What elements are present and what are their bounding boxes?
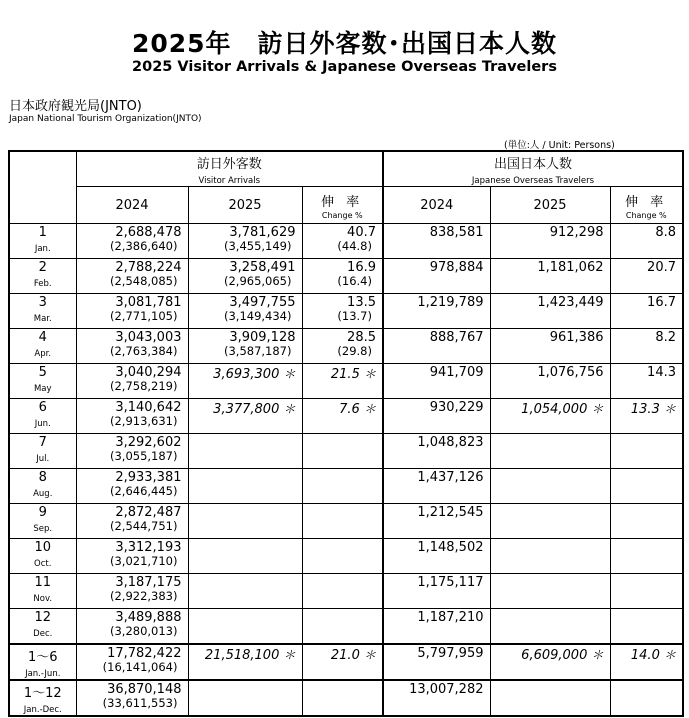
estimate-mark: ＊	[363, 648, 376, 662]
visitor-2025-previous-value: (3,149,434)	[223, 309, 292, 323]
visitor-2024-previous-value: (16,141,064)	[102, 660, 178, 674]
table-row	[9, 574, 683, 609]
overseas-2024-cell	[383, 644, 490, 680]
visitor-2024-cell	[76, 574, 188, 609]
month-label-en: Nov.	[33, 594, 53, 604]
table-row	[9, 364, 683, 399]
overseas-change-cell	[610, 504, 683, 539]
overseas-2024-cell	[383, 680, 490, 716]
visitor-2024-cell	[76, 539, 188, 574]
visitor-header-jp: 訪日外客数	[196, 157, 262, 172]
visitor-2025-value: 3,909,128	[229, 330, 296, 345]
change-label-jp: 伸 率	[625, 194, 668, 210]
visitor-2024-value: 3,043,003	[115, 330, 182, 345]
month-cell	[9, 469, 76, 504]
overseas-2024-cell	[383, 469, 490, 504]
visitor-2024-previous-value: (2,913,631)	[109, 414, 178, 428]
visitor-change-cell	[302, 644, 383, 680]
table-row	[9, 224, 683, 259]
estimate-mark: ＊	[363, 367, 376, 381]
visitor-change-value: 13.5	[347, 295, 376, 310]
visitor-2025-value: 3,693,300 ＊	[213, 367, 296, 382]
overseas-section-header	[383, 151, 683, 187]
overseas-2025-value: 1,076,756	[537, 365, 604, 380]
visitor-2025-value: 3,781,629	[229, 225, 296, 240]
overseas-2024-value: 1,219,789	[417, 295, 484, 310]
estimate-mark: ＊	[283, 367, 296, 381]
overseas-2024-cell	[383, 259, 490, 294]
overseas-change-cell	[610, 680, 683, 716]
table-row	[9, 469, 683, 504]
visitor-2024-cell	[76, 434, 188, 469]
overseas-2025-value: 1,054,000 ＊	[521, 402, 604, 417]
overseas-change-cell	[610, 539, 683, 574]
visitor-2024-value: 2,933,381	[115, 470, 182, 485]
visitor-change-value: 16.9	[347, 260, 376, 275]
visitor-2025-value: 3,497,755	[229, 295, 296, 310]
month-label-en: Jun.	[34, 419, 51, 429]
visitor-2024-cell	[76, 329, 188, 364]
visitor-2024-value: 3,081,781	[115, 295, 182, 310]
visitor-2024-value: 2,688,478	[115, 225, 182, 240]
overseas-change-value: 8.2	[655, 330, 676, 345]
overseas-2024-cell	[383, 539, 490, 574]
corner-cell	[9, 151, 76, 224]
month-label-en: Jan.-Dec.	[23, 705, 62, 715]
visitor-2025-previous-value: (3,455,149)	[223, 239, 292, 253]
overseas-2025-cell	[490, 364, 610, 399]
month-label-en: Apr.	[34, 349, 52, 359]
visitor-change-value: 7.6 ＊	[339, 402, 376, 417]
overseas-change-value: 16.7	[647, 295, 676, 310]
overseas-change-header	[610, 187, 683, 224]
overseas-2024-cell	[383, 434, 490, 469]
organization-name-en: Japan National Tourism Organization(JNTO)	[9, 114, 202, 124]
visitor-change-cell	[302, 504, 383, 539]
visitor-change-cell	[302, 469, 383, 504]
visitor-2024-previous-value: (2,544,751)	[109, 519, 178, 533]
change-label-en: Change %	[625, 210, 667, 220]
overseas-change-cell	[610, 364, 683, 399]
month-label: 1～6	[27, 650, 58, 665]
visitor-2024-value: 3,489,888	[115, 610, 182, 625]
overseas-2024-value: 1,048,823	[417, 435, 484, 450]
visitor-change-value: 21.0 ＊	[330, 648, 376, 663]
visitor-2025-cell	[188, 294, 302, 329]
overseas-2024-cell	[383, 574, 490, 609]
month-label-en: Jul.	[36, 454, 50, 464]
visitor-2025-value: 21,518,100 ＊	[204, 648, 296, 663]
visitor-2024-previous-value: (3,021,710)	[109, 554, 178, 568]
month-label: 11	[34, 575, 52, 590]
overseas-header-en: Japanese Overseas Travelers	[471, 176, 595, 186]
month-cell	[9, 574, 76, 609]
visitor-2024-cell	[76, 224, 188, 259]
visitor-2024-value: 3,187,175	[115, 575, 182, 590]
table-row	[9, 539, 683, 574]
visitor-2024-value: 2,872,487	[115, 505, 182, 520]
overseas-2025-cell	[490, 644, 610, 680]
month-label-en: Aug.	[33, 489, 53, 499]
month-cell	[9, 259, 76, 294]
month-label-en: May	[33, 384, 52, 394]
month-label: 9	[38, 505, 47, 520]
visitor-2024-previous-value: (3,055,187)	[109, 449, 178, 463]
overseas-year-2025: 2025	[490, 187, 610, 224]
month-cell	[9, 609, 76, 645]
visitor-2024-cell	[76, 469, 188, 504]
month-cell	[9, 294, 76, 329]
visitor-2024-value: 17,782,422	[107, 646, 182, 661]
overseas-2024-value: 13,007,282	[409, 682, 484, 697]
overseas-change-cell	[610, 434, 683, 469]
overseas-change-cell	[610, 644, 683, 680]
visitor-change-cell	[302, 539, 383, 574]
overseas-2025-cell	[490, 504, 610, 539]
overseas-2024-value: 930,229	[429, 400, 484, 415]
overseas-change-cell	[610, 224, 683, 259]
overseas-2025-value: 961,386	[549, 330, 604, 345]
visitor-section-header	[76, 151, 383, 187]
visitor-2024-cell	[76, 294, 188, 329]
overseas-2024-value: 1,175,117	[417, 575, 484, 590]
overseas-change-cell	[610, 469, 683, 504]
visitor-change-cell	[302, 680, 383, 716]
overseas-2025-cell	[490, 539, 610, 574]
table-row	[9, 680, 683, 716]
visitor-change-cell	[302, 259, 383, 294]
visitor-change-cell	[302, 224, 383, 259]
table-row	[9, 329, 683, 364]
overseas-2025-cell	[490, 574, 610, 609]
month-label: 1～12	[23, 686, 62, 701]
visitor-2025-cell	[188, 329, 302, 364]
visitor-change-cell	[302, 399, 383, 434]
visitor-2024-previous-value: (2,758,219)	[109, 379, 178, 393]
overseas-2025-cell	[490, 259, 610, 294]
month-label-en: Oct.	[34, 559, 52, 569]
visitor-2025-value: 3,377,800 ＊	[213, 402, 296, 417]
visitor-2024-previous-value: (2,646,445)	[109, 484, 178, 498]
visitor-2024-value: 2,788,224	[115, 260, 182, 275]
visitor-2025-previous-value: (3,587,187)	[223, 344, 292, 358]
page-subtitle: 2025 Visitor Arrivals & Japanese Overseas Travelers	[132, 59, 557, 75]
visitor-2024-cell	[76, 259, 188, 294]
overseas-2025-cell	[490, 294, 610, 329]
visitor-2025-cell	[188, 434, 302, 469]
month-label: 4	[38, 330, 47, 345]
visitor-2025-cell	[188, 224, 302, 259]
month-cell	[9, 329, 76, 364]
overseas-change-cell	[610, 259, 683, 294]
month-cell	[9, 504, 76, 539]
overseas-2024-cell	[383, 224, 490, 259]
visitor-change-cell	[302, 364, 383, 399]
visitor-header-en: Visitor Arrivals	[198, 176, 261, 186]
table-row	[9, 644, 683, 680]
visitor-2024-previous-value: (2,548,085)	[109, 274, 178, 288]
month-label: 3	[38, 295, 47, 310]
table-row	[9, 504, 683, 539]
overseas-2024-value: 5,797,959	[417, 646, 484, 661]
month-label: 2	[38, 260, 47, 275]
change-label-jp: 伸 率	[321, 194, 364, 210]
visitor-change-cell	[302, 329, 383, 364]
month-cell	[9, 680, 76, 716]
estimate-mark: ＊	[591, 402, 604, 416]
visitor-change-cell	[302, 574, 383, 609]
visitor-2025-cell	[188, 399, 302, 434]
overseas-year-2024: 2024	[383, 187, 490, 224]
overseas-2025-cell	[490, 680, 610, 716]
overseas-change-value: 14.3	[647, 365, 676, 380]
statistics-table	[8, 150, 684, 717]
visitor-2025-cell	[188, 680, 302, 716]
visitor-2025-cell	[188, 644, 302, 680]
month-cell	[9, 539, 76, 574]
month-label: 6	[38, 400, 47, 415]
month-label-en: Jan.-Jun.	[25, 669, 61, 679]
overseas-change-cell	[610, 574, 683, 609]
visitor-change-value: 28.5	[347, 330, 376, 345]
visitor-2025-cell	[188, 574, 302, 609]
month-label: 8	[38, 470, 47, 485]
overseas-2024-value: 888,767	[429, 330, 484, 345]
overseas-2024-cell	[383, 364, 490, 399]
overseas-2024-value: 1,212,545	[417, 505, 484, 520]
overseas-2024-value: 1,437,126	[417, 470, 484, 485]
visitor-change-previous-value: (29.8)	[337, 344, 372, 358]
overseas-2024-cell	[383, 504, 490, 539]
overseas-change-value: 20.7	[647, 260, 676, 275]
overseas-2024-value: 838,581	[429, 225, 484, 240]
change-label-en: Change %	[321, 210, 363, 220]
overseas-2025-value: 6,609,000 ＊	[521, 648, 604, 663]
visitor-2024-previous-value: (2,771,105)	[109, 309, 178, 323]
month-label-en: Jan.	[34, 244, 51, 254]
overseas-2024-cell	[383, 329, 490, 364]
page-title: 2025年 訪日外客数･出国日本人数	[131, 29, 558, 58]
month-cell	[9, 224, 76, 259]
month-label: 7	[38, 435, 47, 450]
visitor-2024-previous-value: (2,763,384)	[109, 344, 178, 358]
month-label-en: Feb.	[33, 279, 52, 289]
visitor-change-cell	[302, 609, 383, 645]
overseas-2025-cell	[490, 399, 610, 434]
table-row	[9, 399, 683, 434]
overseas-2024-cell	[383, 294, 490, 329]
visitor-2024-cell	[76, 609, 188, 645]
overseas-2024-value: 1,187,210	[417, 610, 484, 625]
visitor-2024-value: 36,870,148	[107, 682, 182, 697]
visitor-2025-previous-value: (2,965,065)	[223, 274, 292, 288]
overseas-2024-cell	[383, 399, 490, 434]
month-cell	[9, 364, 76, 399]
month-label-en: Sep.	[33, 524, 53, 534]
overseas-change-cell	[610, 609, 683, 645]
table-row	[9, 434, 683, 469]
visitor-2024-cell	[76, 504, 188, 539]
table-row	[9, 294, 683, 329]
estimate-mark: ＊	[283, 402, 296, 416]
overseas-header-jp: 出国日本人数	[493, 157, 572, 172]
month-label: 12	[34, 610, 52, 625]
overseas-2025-cell	[490, 469, 610, 504]
table-row	[9, 609, 683, 645]
overseas-2025-value: 1,181,062	[537, 260, 604, 275]
estimate-mark: ＊	[283, 648, 296, 662]
overseas-2025-cell	[490, 224, 610, 259]
visitor-2024-previous-value: (2,386,640)	[109, 239, 178, 253]
visitor-change-previous-value: (44.8)	[337, 239, 372, 253]
unit-note: (単位:人 / Unit: Persons)	[504, 140, 615, 151]
visitor-2024-value: 3,292,602	[115, 435, 182, 450]
overseas-change-value: 13.3 ＊	[630, 402, 676, 417]
visitor-2024-previous-value: (2,922,383)	[109, 589, 178, 603]
estimate-mark: ＊	[663, 648, 676, 662]
visitor-2024-cell	[76, 680, 188, 716]
overseas-change-cell	[610, 399, 683, 434]
visitor-2025-cell	[188, 259, 302, 294]
table-row	[9, 259, 683, 294]
estimate-mark: ＊	[663, 402, 676, 416]
overseas-2025-cell	[490, 434, 610, 469]
visitor-change-previous-value: (16.4)	[337, 274, 372, 288]
visitor-2025-cell	[188, 469, 302, 504]
visitor-2024-cell	[76, 644, 188, 680]
month-label-en: Dec.	[33, 629, 53, 639]
visitor-2024-value: 3,140,642	[115, 400, 182, 415]
visitor-2025-cell	[188, 539, 302, 574]
visitor-year-2025: 2025	[188, 187, 302, 224]
visitor-2024-value: 3,040,294	[115, 365, 182, 380]
visitor-2024-previous-value: (33,611,553)	[102, 696, 178, 710]
month-label: 10	[34, 540, 52, 555]
overseas-2025-cell	[490, 609, 610, 645]
organization-name-jp: 日本政府観光局(JNTO)	[9, 99, 142, 114]
visitor-year-2024: 2024	[76, 187, 188, 224]
visitor-2024-cell	[76, 364, 188, 399]
visitor-change-previous-value: (13.7)	[337, 309, 372, 323]
month-cell	[9, 434, 76, 469]
overseas-2024-value: 1,148,502	[417, 540, 484, 555]
overseas-change-cell	[610, 329, 683, 364]
visitor-change-header	[302, 187, 383, 224]
visitor-change-cell	[302, 294, 383, 329]
overseas-2024-cell	[383, 609, 490, 645]
visitor-2025-cell	[188, 504, 302, 539]
visitor-change-value: 40.7	[347, 225, 376, 240]
overseas-2025-value: 1,423,449	[537, 295, 604, 310]
month-label: 1	[38, 225, 47, 240]
month-cell	[9, 644, 76, 680]
estimate-mark: ＊	[363, 402, 376, 416]
overseas-change-value: 8.8	[655, 225, 676, 240]
visitor-change-cell	[302, 434, 383, 469]
overseas-2024-value: 941,709	[429, 365, 484, 380]
visitor-2025-cell	[188, 364, 302, 399]
visitor-2025-cell	[188, 609, 302, 645]
overseas-change-cell	[610, 294, 683, 329]
visitor-change-value: 21.5 ＊	[330, 367, 376, 382]
overseas-2025-cell	[490, 329, 610, 364]
overseas-2025-value: 912,298	[549, 225, 604, 240]
overseas-change-value: 14.0 ＊	[630, 648, 676, 663]
visitor-2024-value: 3,312,193	[115, 540, 182, 555]
month-label: 5	[38, 365, 47, 380]
overseas-2024-value: 978,884	[429, 260, 484, 275]
visitor-2024-previous-value: (3,280,013)	[109, 624, 178, 638]
month-cell	[9, 399, 76, 434]
month-label-en: Mar.	[33, 314, 52, 324]
visitor-2024-cell	[76, 399, 188, 434]
visitor-2025-value: 3,258,491	[229, 260, 296, 275]
estimate-mark: ＊	[591, 648, 604, 662]
